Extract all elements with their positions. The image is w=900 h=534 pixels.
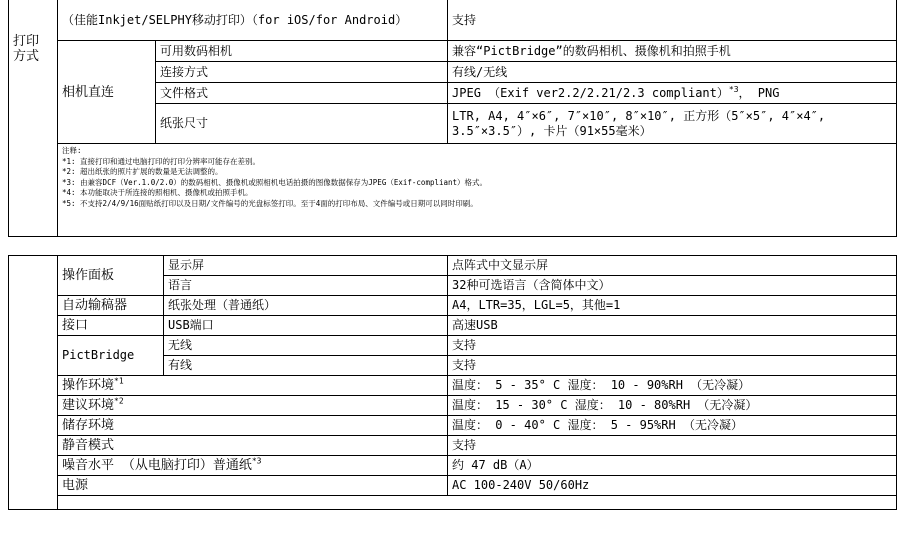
wireless-label: 无线 bbox=[164, 336, 448, 356]
camera-value: 兼容“PictBridge”的数码相机、摄像机和拍照手机 bbox=[448, 41, 897, 62]
op-env-value: 温度： 5 - 35° C 湿度： 10 - 90%RH （无冷凝） bbox=[448, 376, 897, 396]
display-label: 显示屏 bbox=[164, 256, 448, 276]
adf-value: A4，LTR=35，LGL=5，其他=1 bbox=[448, 296, 897, 316]
language-label: 语言 bbox=[164, 276, 448, 296]
paper-size-label: 纸张尺寸 bbox=[156, 104, 448, 144]
camera-label: 可用数码相机 bbox=[156, 41, 448, 62]
note-4: *4: 本功能取决于所连接的照相机、摄像机或拍照手机。 bbox=[62, 188, 253, 197]
panel-label: 操作面板 bbox=[58, 256, 164, 296]
paper-size-value: LTR, A4, 4″×6″, 7″×10″, 8″×10″, 正方形（5″×5″, 4″×4″, 3.5″×3.5″）, 卡片（91×55毫米） bbox=[448, 104, 897, 144]
display-value: 点阵式中文显示屏 bbox=[448, 256, 897, 276]
op-env-label bbox=[58, 376, 448, 396]
rec-env-text: 建议环境 bbox=[62, 398, 115, 413]
section-blank-cell bbox=[9, 256, 58, 510]
file-format-value bbox=[448, 83, 897, 104]
rec-env-value: 温度： 15 - 30° C 湿度： 10 - 80%RH （无冷凝） bbox=[448, 396, 897, 416]
adf-sub-label: 纸张处理（普通纸） bbox=[164, 296, 448, 316]
footnote-mark: *3 bbox=[728, 84, 739, 94]
interface-label: 接口 bbox=[58, 316, 164, 336]
noise-label bbox=[58, 456, 448, 476]
note-3: *3: 由兼容DCF（Ver.1.0/2.0）的数码相机、摄像机或照相机电话拍摄的图像数据保存为JPEG（Exif-compliant）格式。 bbox=[62, 177, 488, 187]
footnote-mark: *2 bbox=[114, 396, 124, 406]
noise-text: 噪音水平 （从电脑打印）普通纸 bbox=[62, 458, 252, 473]
rec-env-label bbox=[58, 396, 448, 416]
footnote-mark: *1 bbox=[114, 376, 124, 386]
interface-value: 高速USB bbox=[448, 316, 897, 336]
storage-env-label: 储存环境 bbox=[58, 416, 448, 436]
note-2: *2: 超出纸张的照片扩展的数量是无法调整的。 bbox=[62, 167, 223, 176]
print-method-table bbox=[8, 0, 897, 237]
power-label: 电源 bbox=[58, 476, 448, 496]
language-value: 32种可选语言（含简体中文） bbox=[448, 276, 897, 296]
note-5: *5: 不支持2/4/9/16面贴纸打印以及日期/文件编号的光盘标签打印。至于4面的打印布局、文件编号或日期可以同时印刷。 bbox=[62, 198, 478, 208]
connection-label: 连接方式 bbox=[156, 62, 448, 83]
wired-value: 支持 bbox=[448, 356, 897, 376]
quiet-mode-value: 支持 bbox=[448, 436, 897, 456]
camera-direct-label: 相机直连 bbox=[58, 41, 156, 144]
storage-env-value: 温度： 0 - 40° C 湿度： 5 - 95%RH （无冷凝） bbox=[448, 416, 897, 436]
file-format-text-tail: ， PNG bbox=[738, 85, 780, 100]
trailing-row bbox=[58, 496, 897, 510]
pictbridge-label: PictBridge bbox=[58, 336, 164, 376]
op-env-text: 操作环境 bbox=[62, 378, 115, 393]
noise-value: 约 47 dB（A） bbox=[448, 456, 897, 476]
connection-value: 有线/无线 bbox=[448, 62, 897, 83]
power-value: AC 100-240V 50/60Hz bbox=[448, 476, 897, 496]
footnote-mark: *3 bbox=[251, 456, 262, 466]
interface-sub-label: USB端口 bbox=[164, 316, 448, 336]
file-format-text: JPEG （Exif ver2.2/2.21/2.3 compliant） bbox=[452, 85, 729, 100]
wired-label: 有线 bbox=[164, 356, 448, 376]
quiet-mode-label: 静音模式 bbox=[58, 436, 448, 456]
notes-heading: 注释: bbox=[62, 146, 82, 155]
app-print-label: （佳能Inkjet/SELPHY移动打印）（for iOS/for Android） bbox=[58, 0, 448, 41]
general-specs-table bbox=[8, 255, 897, 510]
notes-block bbox=[58, 144, 897, 237]
adf-label: 自动输稿器 bbox=[58, 296, 164, 316]
app-print-value: 支持 bbox=[448, 0, 897, 41]
file-format-label: 文件格式 bbox=[156, 83, 448, 104]
wireless-value: 支持 bbox=[448, 336, 897, 356]
print-method-label: 打印 方式 bbox=[9, 0, 58, 237]
note-1: *1: 直接打印和通过电脑打印的打印分辨率可能存在差别。 bbox=[62, 156, 261, 166]
